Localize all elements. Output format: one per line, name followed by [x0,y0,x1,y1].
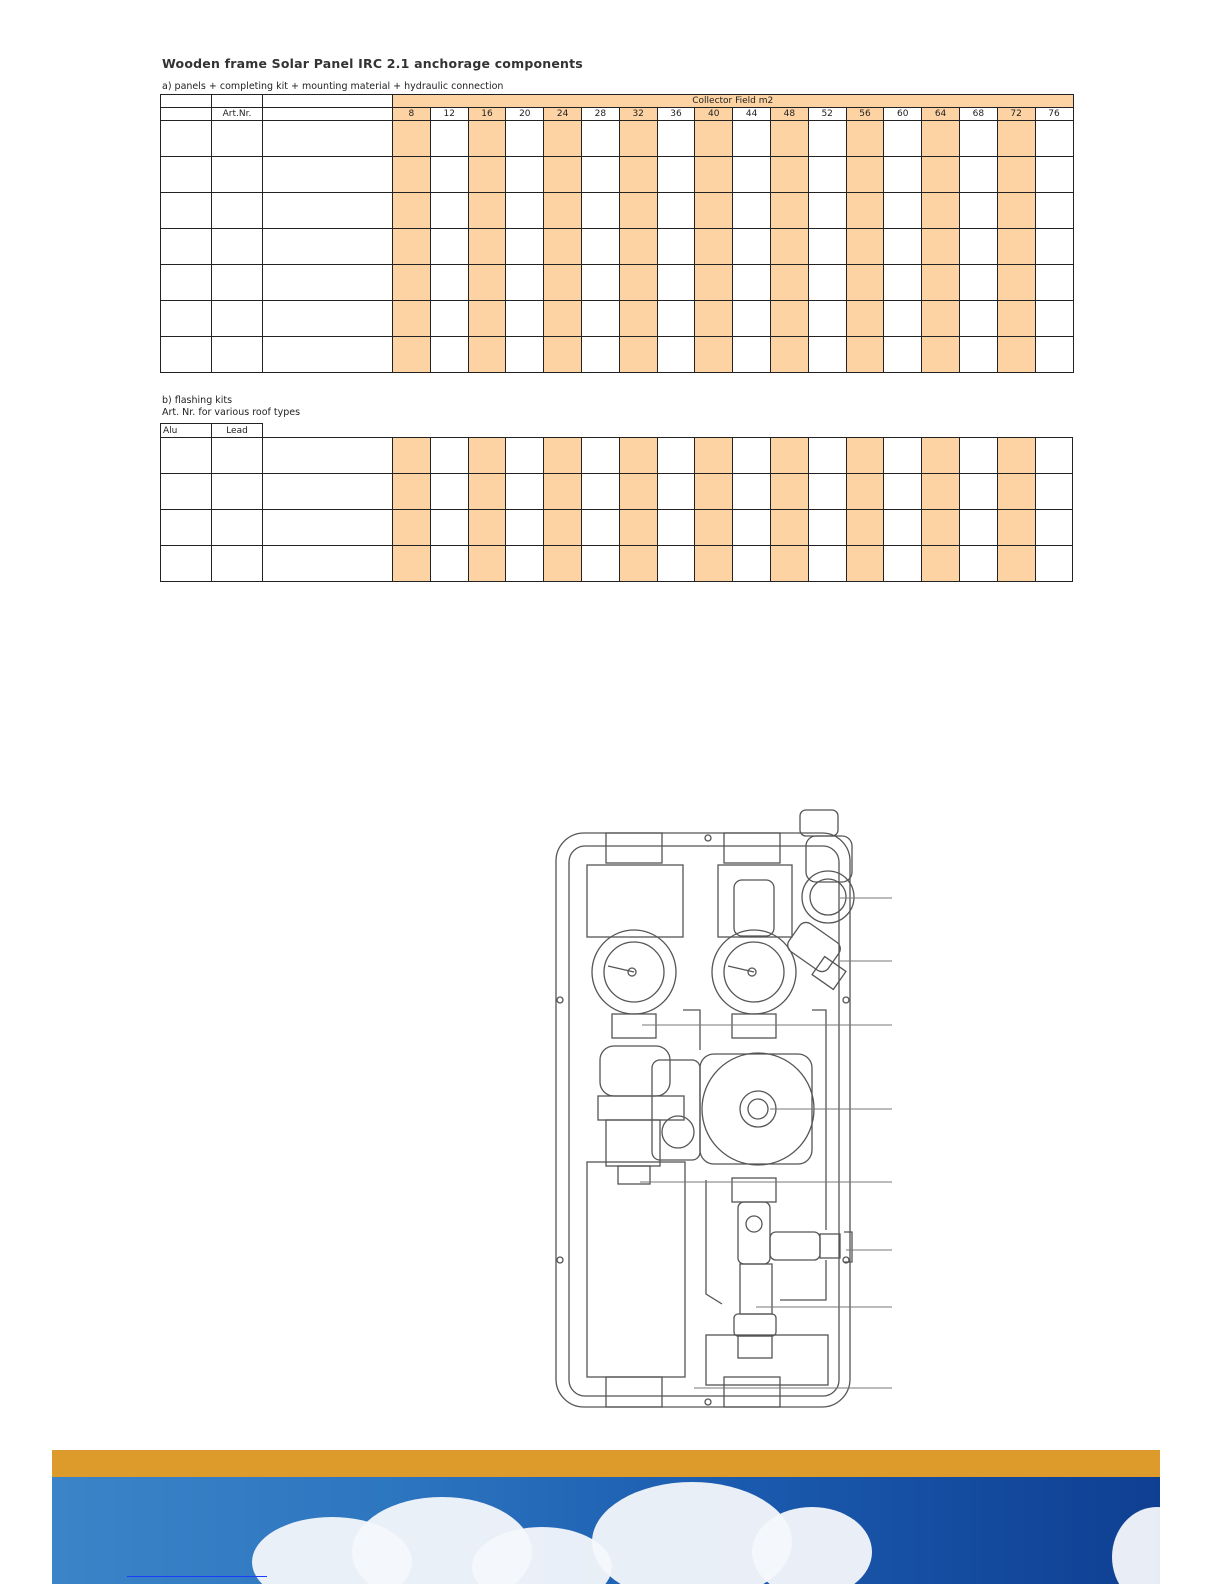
table-cell [161,546,212,582]
table-row [161,157,1074,193]
table-cell [808,229,846,265]
table-cell [544,474,582,510]
table-cell [581,193,619,229]
size-header-cell: 32 [619,108,657,121]
table-cell [212,337,263,373]
table-cell [657,229,695,265]
table-cell [1035,474,1073,510]
table-cell [770,265,808,301]
table-cell [884,510,922,546]
table-cell [619,229,657,265]
table-cell [808,474,846,510]
table-cell [997,438,1035,474]
table-cell [1035,510,1073,546]
table-cell [161,474,212,510]
table-cell [393,121,431,157]
table-cell [212,157,263,193]
size-header-cell: 12 [430,108,468,121]
table-cell [619,510,657,546]
table-cell [695,157,733,193]
table-cell [393,510,431,546]
table-cell [770,121,808,157]
table-cell [1035,337,1073,373]
table-cell [657,546,695,582]
table-cell [695,474,733,510]
table-cell [884,337,922,373]
housing-inner [569,846,839,1396]
table-cell [695,265,733,301]
table-cell [1035,301,1073,337]
document-title: Wooden frame Solar Panel IRC 2.1 anchorage components [162,56,583,71]
table-cell [544,229,582,265]
table-cell [733,157,771,193]
table-cell [997,546,1035,582]
table-cell [544,157,582,193]
table-cell [959,474,997,510]
table-cell [884,438,922,474]
table-cell [1035,438,1073,474]
table-cell [997,265,1035,301]
table-row [161,265,1074,301]
table-cell [468,265,506,301]
table-cell [544,546,582,582]
table-cell [430,193,468,229]
table-cell [393,301,431,337]
table-cell [619,438,657,474]
table-cell [884,474,922,510]
table-cell [430,438,468,474]
roof-type-tabs [160,423,263,438]
table-cell [393,337,431,373]
table-cell [212,438,263,474]
table-cell [959,301,997,337]
table-cell [884,193,922,229]
table-cell [657,157,695,193]
size-header-cell: 52 [808,108,846,121]
table-cell [430,510,468,546]
table-cell [846,265,884,301]
table-cell [733,301,771,337]
table-cell [733,193,771,229]
size-header-cell: 68 [959,108,997,121]
table-cell [619,265,657,301]
table-cell [263,121,393,157]
tab-alu: Alu [161,424,212,438]
components-table [160,94,1074,373]
flashing-kits-table [160,437,1073,582]
table-cell [695,438,733,474]
table-cell [393,157,431,193]
table-cell [959,337,997,373]
table-cell [393,474,431,510]
table-cell [959,510,997,546]
footer-link-underline[interactable] [127,1576,267,1577]
table-cell [506,510,544,546]
table-cell [581,229,619,265]
table-cell [619,301,657,337]
table-cell [468,193,506,229]
table-cell [846,474,884,510]
table-cell [581,546,619,582]
table-row [161,438,1073,474]
table-cell [161,438,212,474]
table-cell [959,546,997,582]
table-cell [695,121,733,157]
table-cell [430,301,468,337]
table-cell [544,301,582,337]
table-cell [657,510,695,546]
table-cell [506,438,544,474]
table-cell [657,337,695,373]
table-cell [161,193,212,229]
table-cell [846,301,884,337]
table-cell [506,193,544,229]
table-cell [657,474,695,510]
size-header-cell: 16 [468,108,506,121]
table-row [161,546,1073,582]
table-row [161,510,1073,546]
table-cell [770,229,808,265]
table-cell [263,337,393,373]
table-cell [695,229,733,265]
table-cell [922,337,960,373]
table-cell [263,546,393,582]
table-cell [468,301,506,337]
size-header-cell: 72 [997,108,1035,121]
table-cell [808,157,846,193]
size-header-cell: 44 [733,108,771,121]
table-cell [468,474,506,510]
table-cell [808,337,846,373]
table-cell [770,510,808,546]
table-cell [657,265,695,301]
table-cell [808,301,846,337]
table-cell [733,229,771,265]
table-cell [922,229,960,265]
table-cell [808,265,846,301]
table-cell [619,121,657,157]
table-cell [922,265,960,301]
tab-lead: Lead [212,424,263,438]
table-cell [468,157,506,193]
table-cell [846,510,884,546]
table-cell [263,474,393,510]
table-cell [770,337,808,373]
table-cell [393,193,431,229]
table-cell [733,546,771,582]
table-cell [846,157,884,193]
table-cell [733,438,771,474]
table-cell [263,510,393,546]
table-cell [922,157,960,193]
table-cell [959,229,997,265]
table-cell [544,438,582,474]
table-cell [922,301,960,337]
table-cell [733,265,771,301]
table-cell [922,121,960,157]
footer-banner-bar [52,1450,1160,1477]
table-cell [544,121,582,157]
table-cell [581,438,619,474]
table-cell [581,510,619,546]
table-cell [263,265,393,301]
table-cell [393,438,431,474]
size-header-cell: 60 [884,108,922,121]
table-cell [581,157,619,193]
table-cell [263,193,393,229]
table-cell [161,510,212,546]
table-cell [959,193,997,229]
footer-sky-image [52,1477,1160,1584]
table-row [161,193,1074,229]
table-cell [212,121,263,157]
table-cell [263,301,393,337]
table-cell [997,193,1035,229]
table-cell [619,474,657,510]
table-cell [997,229,1035,265]
table-cell [212,301,263,337]
table-cell [161,301,212,337]
table-cell [959,121,997,157]
table-cell [393,229,431,265]
table-cell [808,438,846,474]
size-header-cell: 56 [846,108,884,121]
size-header-cell: 48 [770,108,808,121]
table-cell [846,229,884,265]
table-cell [161,337,212,373]
table-cell [161,121,212,157]
table-cell [846,337,884,373]
table-cell [393,546,431,582]
table-cell [619,546,657,582]
table-cell [808,193,846,229]
table-cell [1035,265,1073,301]
table-header-row [161,95,1074,108]
table-cell [506,546,544,582]
table-cell [770,301,808,337]
table-cell [212,265,263,301]
table-cell [161,265,212,301]
pump-station-schematic [540,800,910,1420]
table-cell [393,265,431,301]
table-cell [695,546,733,582]
table-cell [922,546,960,582]
table-cell [212,510,263,546]
table-cell [733,474,771,510]
table-cell [846,121,884,157]
table-cell [619,337,657,373]
table-cell [544,265,582,301]
table-cell [468,121,506,157]
table-cell [959,265,997,301]
collector-field-header: Collector Field m2 [393,95,1074,108]
table-cell [506,265,544,301]
table-cell [468,229,506,265]
table-cell [581,121,619,157]
table-cell [922,474,960,510]
table-cell [506,229,544,265]
table-cell [884,301,922,337]
table-cell [1035,229,1073,265]
table-cell [770,193,808,229]
section-b-caption-1: b) flashing kits [162,395,233,406]
table-row [161,301,1074,337]
table-cell [263,438,393,474]
table-cell [506,157,544,193]
table-cell [581,337,619,373]
size-header-cell: 28 [581,108,619,121]
table-cell [770,157,808,193]
table-cell [695,301,733,337]
table-cell [581,474,619,510]
table-cell [468,337,506,373]
table-cell [581,265,619,301]
table-cell [212,193,263,229]
table-cell [430,265,468,301]
table-cell [997,474,1035,510]
table-cell [657,301,695,337]
size-header-cell: 64 [922,108,960,121]
table-cell [959,157,997,193]
table-row [161,474,1073,510]
table-cell [506,337,544,373]
table-cell [1035,121,1073,157]
table-row [161,121,1074,157]
table-cell [468,438,506,474]
table-cell [846,193,884,229]
table-cell [1035,157,1073,193]
table-cell [657,193,695,229]
table-cell [212,229,263,265]
table-cell [770,546,808,582]
size-header-cell: 24 [544,108,582,121]
table-cell [997,121,1035,157]
table-cell [997,157,1035,193]
table-cell [430,121,468,157]
table-cell [695,510,733,546]
table-cell [997,510,1035,546]
table-cell [884,546,922,582]
table-cell [544,337,582,373]
art-nr-header: Art.Nr. [212,108,263,121]
table-cell [733,121,771,157]
table-cell [657,438,695,474]
table-cell [430,337,468,373]
table-cell [506,301,544,337]
section-b-caption-2: Art. Nr. for various roof types [162,407,301,418]
table-cell [997,337,1035,373]
table-cell [733,337,771,373]
table-cell [884,229,922,265]
table-cell [733,510,771,546]
table-cell [884,265,922,301]
table-cell [922,438,960,474]
table-cell [922,510,960,546]
table-cell [506,121,544,157]
table-cell [430,229,468,265]
table-cell [1035,546,1073,582]
table-cell [212,546,263,582]
table-cell [430,546,468,582]
table-cell [263,157,393,193]
table-cell [884,121,922,157]
size-header-cell: 40 [695,108,733,121]
size-header-cell: 36 [657,108,695,121]
table-row [161,337,1074,373]
table-cell [619,157,657,193]
table-cell [808,510,846,546]
table-cell [695,337,733,373]
size-header-cell: 20 [506,108,544,121]
table-cell [695,193,733,229]
table-cell [846,438,884,474]
table-row [161,229,1074,265]
table-cell [619,193,657,229]
table-cell [808,121,846,157]
table-cell [506,474,544,510]
table-cell [997,301,1035,337]
table-cell [1035,193,1073,229]
table-cell [161,157,212,193]
section-a-caption: a) panels + completing kit + mounting material + hydraulic connection [162,81,504,92]
table-cell [212,474,263,510]
table-cell [846,546,884,582]
table-cell [468,546,506,582]
table-cell [544,510,582,546]
table-cell [770,474,808,510]
table-cell [161,229,212,265]
table-cell [770,438,808,474]
table-cell [657,121,695,157]
table-cell [430,474,468,510]
size-header-cell: 8 [393,108,431,121]
table-cell [959,438,997,474]
table-cell [544,193,582,229]
size-header-row [161,108,1074,121]
table-cell [884,157,922,193]
table-cell [922,193,960,229]
table-cell [581,301,619,337]
table-cell [430,157,468,193]
table-cell [468,510,506,546]
size-header-cell: 76 [1035,108,1073,121]
table-cell [808,546,846,582]
table-cell [263,229,393,265]
